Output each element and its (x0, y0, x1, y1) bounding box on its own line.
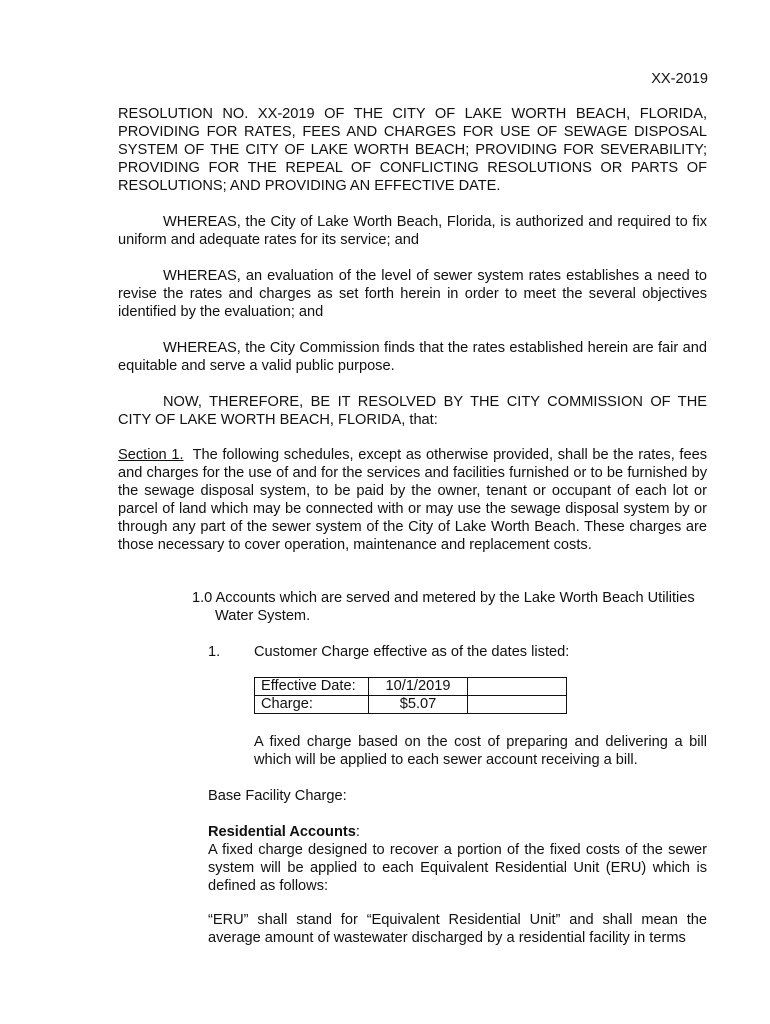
customer-charge-description: A fixed charge based on the cost of preparing and delivering a bill which will be applied to each sewer account receiving a bill. (254, 734, 707, 768)
table-cell (468, 678, 567, 696)
whereas-paragraph-1: WHEREAS, the City of Lake Worth Beach, Florida, is authorized and required to fix uniform and adequate rates for its service; and (118, 214, 707, 248)
residential-paragraph: A fixed charge designed to recover a portion of the fixed costs of the sewer system will be applied to each Equivalent Residential Unit (ERU) which is defined as follows: (208, 842, 707, 894)
table-cell: Effective Date: (255, 678, 369, 696)
item-1-0-line-2: Water System. (215, 608, 311, 624)
customer-charge-number: 1. (208, 644, 221, 660)
whereas-paragraph-2: WHEREAS, an evaluation of the level of sewer system rates establishes a need to revise the rates and charges as set forth herein in order to meet the several objectives identified by the evaluation; and (118, 268, 707, 320)
table-row (255, 678, 567, 696)
table-cell (468, 696, 567, 714)
customer-charge-heading: Customer Charge effective as of the dates listed: (254, 644, 570, 660)
residential-heading-colon: : (355, 824, 360, 840)
eru-definition-paragraph: “ERU” shall stand for “Equivalent Residential Unit” and shall mean the average amount of wastewater discharged by a residential facility in terms (208, 912, 707, 946)
item-1-0 (192, 589, 712, 625)
document-number: XX-2019 (651, 71, 708, 87)
table-cell: Charge: (255, 696, 369, 714)
table-row (255, 696, 567, 714)
section-1-paragraph (118, 446, 707, 554)
resolution-title: RESOLUTION NO. XX-2019 OF THE CITY OF LAKE WORTH BEACH, FLORIDA, PROVIDING FOR RATES, FEES AND CHARGES FOR USE OF SEWAGE DISPOSAL SYSTEM OF THE CITY OF LAKE WORTH BEACH; PROVIDING FOR SEVERABILITY; PROVIDING FOR THE REPEAL OF CONFLICTING RESOLUTIONS OR PARTS OF RESOLUTIONS; AND PROVIDING AN EFFECTIVE DATE. (118, 106, 707, 194)
residential-heading (208, 823, 360, 841)
customer-charge-table (254, 677, 567, 714)
section-1-text: The following schedules, except as otherwise provided, shall be the rates, fees and charges for the use of and for the services and facilities furnished or to be furnished by the sewage disposal system, to be paid by the owner, tenant or occupant of each lot or parcel of land which may be connected with or may use the sewage disposal system by or through any part of the sewer system of the City of Lake Worth Beach. These charges are those necessary to cover operation, maintenance and replacement costs. (118, 447, 707, 553)
item-1-0-line-1: 1.0 Accounts which are served and metered by the Lake Worth Beach Utilities (192, 590, 695, 606)
table-cell: $5.07 (369, 696, 468, 714)
table-cell: 10/1/2019 (369, 678, 468, 696)
whereas-paragraph-3: WHEREAS, the City Commission finds that the rates established herein are fair and equitable and serve a valid public purpose. (118, 340, 707, 374)
section-1-label: Section 1. (118, 447, 184, 463)
residential-heading-text: Residential Accounts (208, 824, 356, 840)
resolved-paragraph: NOW, THEREFORE, BE IT RESOLVED BY THE CITY COMMISSION OF THE CITY OF LAKE WORTH BEACH, FLORIDA, that: (118, 394, 707, 428)
base-facility-heading: Base Facility Charge: (208, 788, 347, 804)
